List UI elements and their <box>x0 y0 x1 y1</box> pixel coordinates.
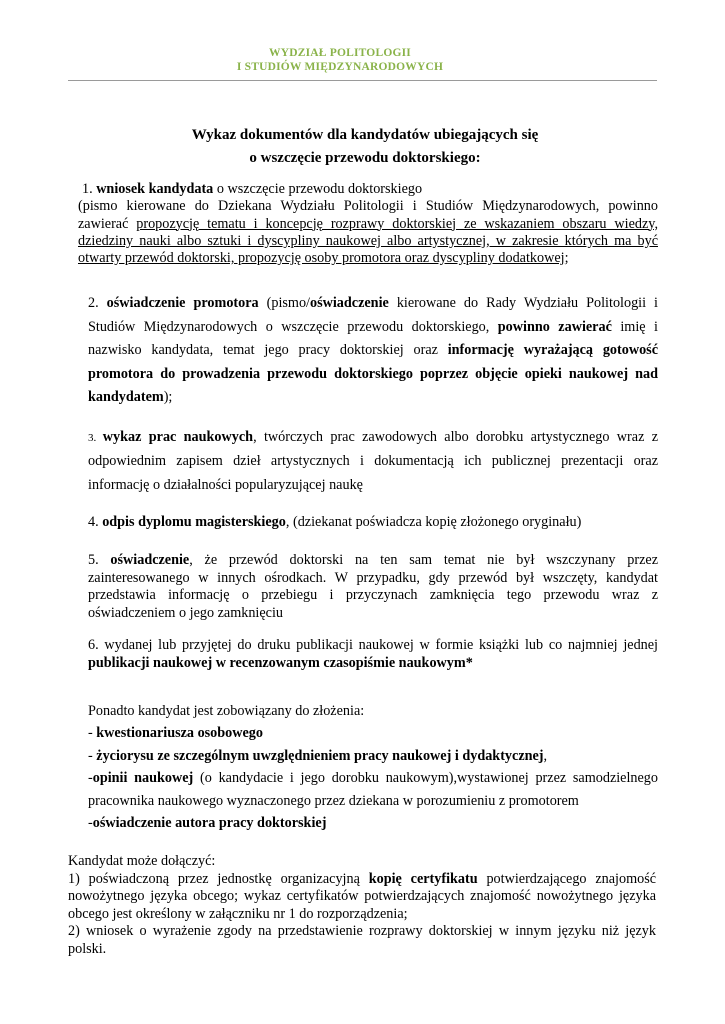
optional-item-2: 2) wniosek o wyrażenie zgody na przedstawienie rozprawy doktorskiej w innym języku niż język polski. <box>68 923 656 957</box>
requirement-questionnaire: - kwestionariusza osobowego <box>88 725 263 742</box>
additional-intro: Ponadto kandydat jest zobowiązany do złożenia: <box>88 703 365 719</box>
header-divider <box>68 80 657 81</box>
title-line2: o wszczęcie przewodu doktorskiego: <box>249 150 481 166</box>
document-title <box>60 124 670 170</box>
optional-documents <box>68 853 656 959</box>
item-1-underlined: propozycję tematu i koncepcję rozprawy doktorskiej ze wskazaniem obszaru wiedzy, dziedziny nauki albo sztuki i dyscypliny naukowej albo artystycznej, w zakresie których ma być otwarty przewód doktorski, propozycję osoby promotora oraz dyscypliny dodatkowej <box>78 215 658 267</box>
item-6: 6. wydanej lub przyjętej do druku publikacji naukowej w formie książki lub co najmniej jednej publikacji naukowej w recenzowanym czasopiśmie naukowym* <box>88 637 658 672</box>
item-5: 5. oświadczenie, że przewód doktorski na ten sam temat nie był wszczynany przez zainteresowanego w innych ośrodkach. W przypadku, gdy przewód był wszczęty, kandydat przedstawia informację o przebiegu i przyczynach zamknięcia tego przewodu wraz z oświadczeniem o jego zamknięciu <box>88 552 658 621</box>
requirement-opinion: -opinii naukowej (o kandydacie i jego dorobku naukowym),wystawionej przez samodzielnego pracownika naukowego wyznaczonego przez dziekana w porozumieniu z promotorem <box>88 770 658 809</box>
item-1-heading: 1. wniosek kandydata o wszczęcie przewodu doktorskiego <box>82 181 423 197</box>
optional-intro: Kandydat może dołączyć: <box>68 853 216 869</box>
item-1-description: (pismo kierowane do Dziekana Wydziału Politologii i Studiów Międzynarodowych, powinno zawierać propozycję tematu i koncepcję rozprawy doktorskiej ze wskazaniem obszaru wiedzy, dziedziny nauki albo sztuki i dyscypliny naukowej albo artystycznej, w zakresie których ma być otwarty przewód doktorski, propozycję osoby promotora oraz dyscypliny dodatkowej; <box>78 198 658 267</box>
requirement-cv: - życiorysu ze szczególnym uwzględnieniem pracy naukowej i dydaktycznej, <box>88 747 548 764</box>
faculty-header-line2: I STUDIÓW MIĘDZYNARODOWYCH <box>236 61 444 73</box>
optional-item-1: 1) poświadczoną przez jednostkę organizacyjną kopię certyfikatu potwierdzającego znajomość nowożytnego języka obcego; wykaz certyfikatów potwierdzających znajomość nowożytnego języka obcego jest określony w załączniku nr 1 do rozporządzenia; <box>68 870 657 922</box>
item-2: 2. oświadczenie promotora (pismo/oświadczenie kierowane do Rady Wydziału Politologii i Studiów Międzynarodowych o wszczęcie przewodu doktorskiego, powinno zawierać imię i nazwisko kandydata, temat jego pracy doktorskiej oraz informację wyrażającą gotowość promotora do prowadzenia przewodu doktorskiego poprzez objęcie opieki naukowej nad kandydatem); <box>88 295 659 406</box>
title-line1: Wykaz dokumentów dla kandydatów ubiegających się <box>191 127 539 143</box>
faculty-header-line1: WYDZIAŁ POLITOLOGII <box>269 47 411 59</box>
item-4: 4. odpis dyplomu magisterskiego, (dziekanat poświadcza kopię złożonego oryginału) <box>88 514 582 530</box>
additional-requirements <box>88 700 658 834</box>
promoter-readiness-statement: informację wyrażającą gotowość promotora do prowadzenia przewodu doktorskiego poprzez objęcie opieki naukowej nad kandydatem <box>88 342 658 406</box>
item-1-bold: wniosek kandydata <box>96 181 214 197</box>
faculty-header <box>180 46 500 74</box>
item-1 <box>78 181 658 267</box>
requirement-declaration: -oświadczenie autora pracy doktorskiej <box>88 815 327 832</box>
item-3: 3. wykaz prac naukowych, twórczych prac zawodowych albo dorobku artystycznego wraz z odpowiednim zapisem dzieł artystycznych i dokumentacją ich publicznej prezentacji oraz informację o działalności popularyzującej naukę <box>88 429 659 493</box>
